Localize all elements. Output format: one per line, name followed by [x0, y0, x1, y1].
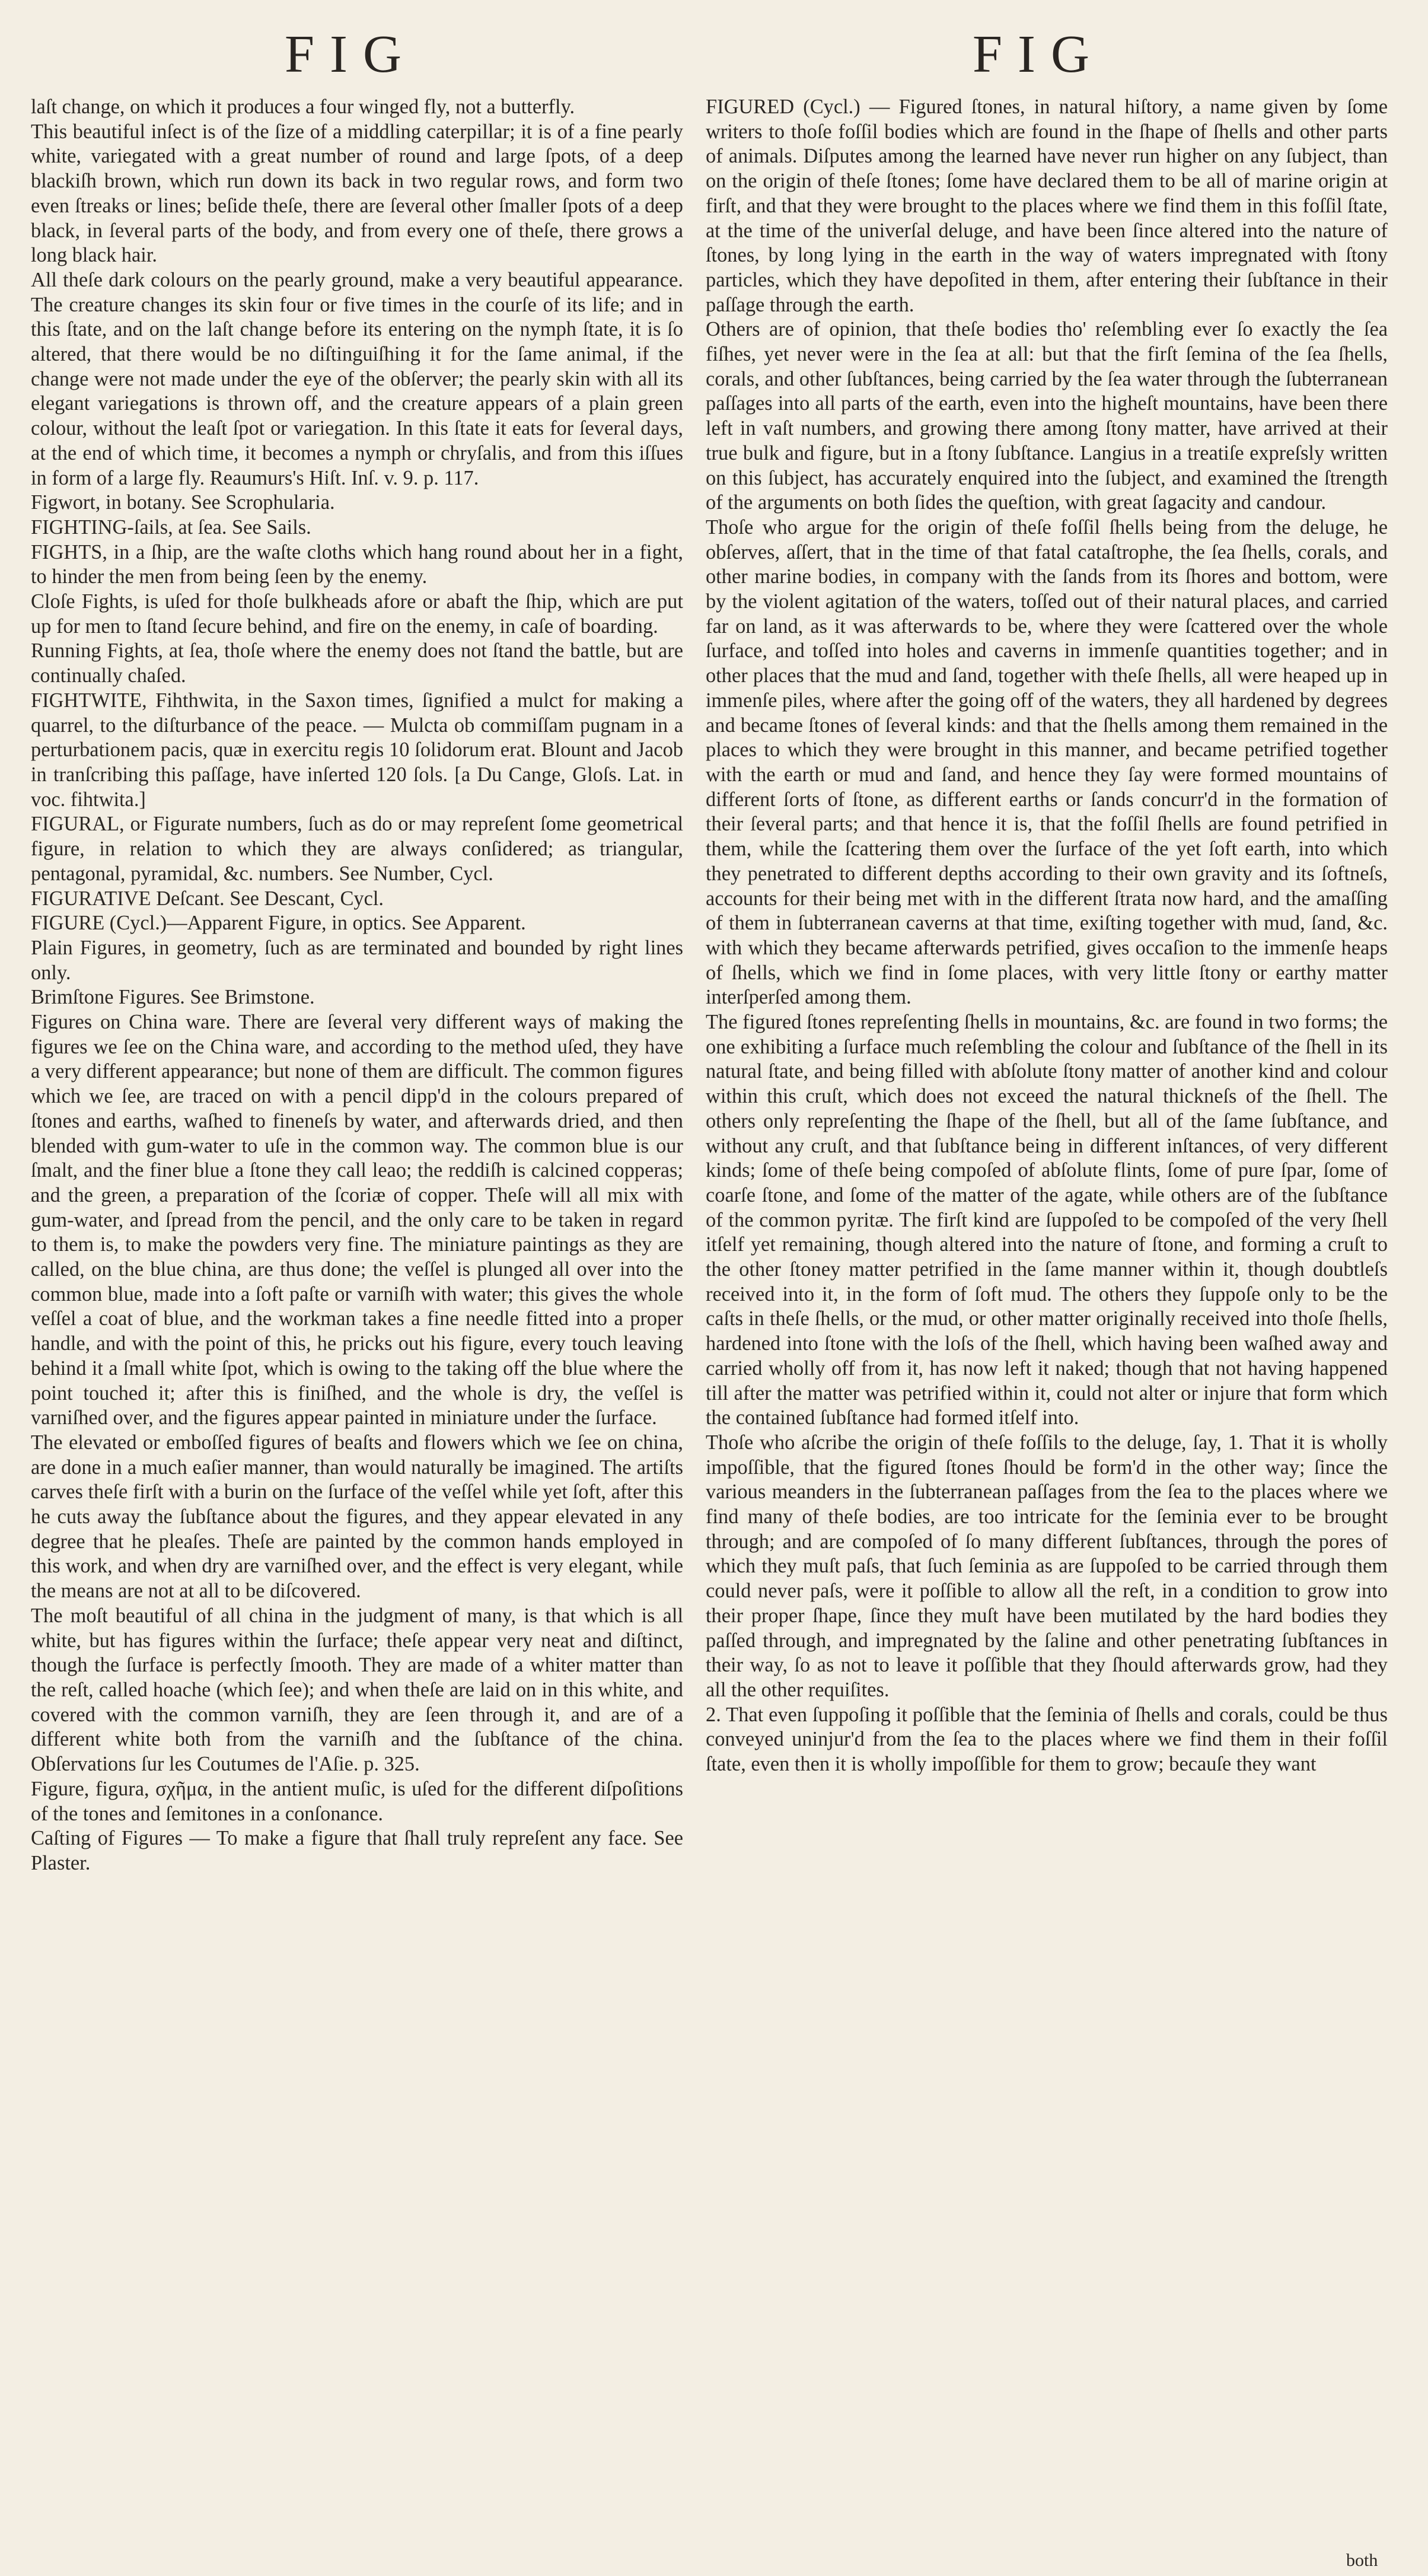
entry-brimstone-figures: Brimſtone Figures. See Brimstone.: [31, 986, 315, 1009]
catchword: both: [1346, 2550, 1378, 2570]
entry-figurative: FIGURATIVE Deſcant. See Descant, Cycl.: [31, 887, 384, 910]
left-column: [31, 95, 683, 1876]
running-head-left: FIG: [285, 25, 417, 84]
entry-figured: FIGURED (Cycl.) — Figured ſtones, in natural hiſtory, a name given by ſome writers to thoſe foſſil bodies which are found in the ſhape of ſhells and other parts of animals. Diſputes among the learned have never run higher on any ſubject, than on the origin of theſe ſtones; ſome have declared them to be all of marine origin at firſt, and that they were brought to the places where we find them in this foſſil ſtate, at the time of the univerſal deluge, and have been ſince altered into the nature of ſtones, by long lying in the earth in the way of waters impregnated with ſtony particles, which they have depoſited in them, after entering their ſubſtance in their paſſage through the earth.: [706, 95, 1388, 316]
entry-fights: FIGHTS, in a ſhip, are the waſte cloths which hang round about her in a fight, to hinder the men from being ſeen by the enemy.: [31, 540, 683, 588]
entry-casting-figures: Caſting of Figures — To make a figure that ſhall truly repreſent any face. See Plaster.: [31, 1827, 683, 1874]
paragraph: 2. That even ſuppoſing it poſſible that the ſeminia of ſhells and corals, could be thus conveyed uninjur'd from the ſea to the places where we find them in their foſſil ſtate, even then it is wholly impoſſible for them to grow; becauſe they want: [706, 1703, 1388, 1776]
entry-figures-china: Figures on China ware. There are ſeveral very different ways of making the figures we ſee on the China ware, and according to the method uſed, they have a very different appearance; but none of them are difficult. The common figures which we ſee, are traced on with a pencil dipp'd in the colours prepared of ſtones and earths, waſhed to fineneſs by water, and afterwards dried, and then blended with gum-water to uſe in the common way. The common blue is our ſmalt, and the finer blue a ſtone they call leao; the reddiſh is calcined copperas; and the green, a preparation of the ſcoriæ of copper. Theſe will all mix with gum-water, and ſpread from the pencil, and the only care to be taken in regard to them is, to make the powders very fine. The miniature paintings as they are called, on the blue china, are thus done; the veſſel is plunged all over into the common blue, made into a ſoft paſte or varniſh with water; this gives the whole veſſel a coat of blue, and the workman takes a fine needle fitted into a proper handle, and with the point of this, he pricks out his figure, every touch leaving behind it a ſmall white ſpot, which is owing to the taking off the blue where the point touched it; after this is finiſhed, and the whole is dry, the veſſel is varniſhed over, and the figures appear painted in miniature under the ſurface.: [31, 1011, 683, 1429]
right-column: [706, 95, 1388, 1777]
entry-figural: FIGURAL, or Figurate numbers, ſuch as do or may repreſent ſome geometrical figure, in relation to which they are always conſidered; as triangular, pentagonal, pyramidal, &c. numbers. See Number, Cycl.: [31, 813, 683, 885]
entry-running-fights: Running Fights, at ſea, thoſe where the enemy does not ſtand the battle, but are continually chaſed.: [31, 639, 683, 687]
paragraph: laſt change, on which it produces a four winged fly, not a butterfly.: [31, 95, 575, 118]
paragraph: This beautiful inſect is of the ſize of a middling caterpillar; it is of a fine pearly white, variegated with a great number of round and large ſpots, of a deep blackiſh brown, which run down its back in two regular rows, and form two even ſtreaks or lines; beſide theſe, there are ſeveral other ſmaller ſpots of a deep black, in ſeveral parts of the body, and from every one of theſe, there grows a long black hair.: [31, 120, 683, 267]
entry-fighting-sails: FIGHTING-ſails, at ſea. See Sails.: [31, 515, 311, 539]
entry-fightwite: FIGHTWITE, Fihthwita, in the Saxon times, ſignified a mulct for making a quarrel, to the diſturbance of the peace. — Mulcta ob commiſſam pugnam in a perturbationem pacis, quæ in exercitu regis 10 ſolidorum erat. Blount and Jacob in tranſcribing this paſſage, have inſerted 120 ſols. [a Du Cange, Gloſs. Lat. in voc. fihtwita.]: [31, 689, 683, 811]
entry-plain-figures: Plain Figures, in geometry, ſuch as are terminated and bounded by right lines only.: [31, 936, 683, 984]
paragraph: Thoſe who argue for the origin of theſe foſſil ſhells being from the deluge, he obſerves, aſſert, that in the time of that fatal cataſtrophe, the ſea ſhells, corals, and other marine bodies, in company with the ſands from its ſhores and bottom, were by the violent agitation of the waters, toſſed out of their natural places, and carried far on land, as it was afterwards to be, where they were ſcattered over the whole ſurface, and toſſed into holes and caverns in immenſe quantities together; and in other places that the mud and ſand, together with theſe ſhells, all were heaped up in immenſe piles, where after the going off of the waters, they all hardened by degrees and became ſtones of ſeveral kinds: and that the ſhells among them remained in the places to which they were brought in this manner, and became petrified together with the earth or mud and ſand, and hence they ſay were formed mountains of different ſorts of ſtone, as different earths or ſands concurr'd in the formation of their ſeveral parts; and that hence it is, that the foſſil ſhells are found petrified in them, while the ſcattering them over the ſurface of the yet ſoft earth, into which they penetrated to different depths according to their own gravity and its ſoftneſs, accounts for their being met with in the different ſtrata now hard, and the amaſſing of them in ſubterranean caverns at that time, exiſting together with mud, ſand, &c. with which they became afterwards petrified, gives occaſion to the immenſe heaps of ſhells, which we find in ſome places, with very little ſtony or earthy matter interſperſed among them.: [706, 515, 1388, 1009]
entry-figure: FIGURE (Cycl.)—Apparent Figure, in optics. See Apparent.: [31, 912, 526, 935]
entry-figwort: Figwort, in botany. See Scrophularia.: [31, 491, 335, 514]
paragraph: Others are of opinion, that theſe bodies tho' reſembling ever ſo exactly the ſea fiſhes, yet never were in the ſea at all: but that the firſt ſemina of the ſea ſhells, corals, and other ſubſtances, being carried by the ſea water through the ſubterranean paſſages into all parts of the earth, even into the higheſt mountains, have been there left in vaſt numbers, and growing there among ſtony matter, have arrived at their true bulk and figure, but in a ſtony ſubſtance. Langius in a treatiſe expreſsly written on this ſubject, has accurately enquired into the ſubject, and examined the ſtrength of the arguments on both ſides the queſtion, with great ſagacity and candour.: [706, 318, 1388, 514]
paragraph: The elevated or emboſſed figures of beaſts and flowers which we ſee on china, are done in a much eaſier manner, than would naturally be imagined. The artiſts carves theſe firſt with a burin on the ſurface of the veſſel while yet ſoft, after this he cuts away the ſubſtance about the figures, and they appear elevated in any degree that he pleaſes. Theſe are painted by the common hands employed in this work, and when dry are varniſhed over, and the effect is very elegant, while the means are not at all to be diſcovered.: [31, 1431, 683, 1603]
running-head-right: FIG: [973, 25, 1105, 84]
paragraph: The figured ſtones repreſenting ſhells in mountains, &c. are found in two forms; the one exhibiting a ſurface much reſembling the colour and ſubſtance of the ſhell in its natural ſtate, and being filled with abſolute ſtony matter of another kind and colour within this cruſt, which does not exceed the natural thickneſs of the ſhell. The others only repreſenting the ſhape of the ſhell, but all of the ſame ſubſtance, and without any cruſt, and that ſubſtance being in different inſtances, of very different kinds; ſome of theſe being compoſed of abſolute flints, ſome of pure ſpar, ſome of coarſe ſtone, and ſome of the matter of the agate, while others are of the ſubſtance of the common pyritæ. The firſt kind are ſuppoſed to be compoſed of the very ſhell itſelf yet remaining, though altered into the nature of ſtone, and forming a cruſt to the other ſtoney matter petrified in the ſame manner within it, though doubtleſs received into it, in the form of ſoft mud. The others they ſuppoſe only to be the caſts in theſe ſhells, or the mud, or other matter originally received into thoſe ſhells, hardened into ſtone with the loſs of the ſhell, which having been waſhed away and carried wholly off from it, has now left it naked; though that not having happened till after the matter was petrified within it, could not alter or injure that form which the contained ſubſtance had formed itſelf into.: [706, 1011, 1388, 1429]
paragraph: The moſt beautiful of all china in the judgment of many, is that which is all white, but has figures within the ſurface; theſe appear very neat and diſtinct, though the ſurface is perfectly ſmooth. They are made of a whiter matter than the reſt, called hoache (which ſee); and when theſe are laid on in this white, and covered with the common varniſh, they are ſeen through it, and are of a different white both from the varniſh and the ſubſtance of the china. Obſervations ſur les Coutumes de l'Aſie. p. 325.: [31, 1604, 683, 1776]
entry-figure-music: Figure, figura, σχῆμα, in the antient muſic, is uſed for the different diſpoſitions of the tones and ſemitones in a conſonance.: [31, 1777, 683, 1825]
paragraph: All theſe dark colours on the pearly ground, make a very beautiful appearance. The creature changes its skin four or five times in the courſe of its life; and in this ſtate, and on the laſt change before its entering on the nymph ſtate, it is ſo altered, that there would be no diſtinguiſhing it for the ſame animal, if the change were not made under the eye of the obſerver; the pearly skin with all its elegant variegations is thrown off, and the creature appears of a plain green colour, without the leaſt ſpot or variegation. In this ſtate it eats for ſeveral days, at the end of which time, it becomes a nymph or chryſalis, and from this iſſues in form of a large fly. Reaumurs's Hiſt. Inſ. v. 9. p. 117.: [31, 268, 683, 489]
entry-close-fights: Cloſe Fights, is uſed for thoſe bulkheads afore or abaft the ſhip, which are put up for men to ſtand ſecure behind, and fire on the enemy, in caſe of boarding.: [31, 590, 683, 638]
paragraph: Thoſe who aſcribe the origin of theſe foſſils to the deluge, ſay, 1. That it is wholly impoſſible, that the figured ſtones ſhould be form'd in the other way; ſince the various meanders in the ſubterranean paſſages from the ſea to the places where we find many of theſe bodies, are too intricate for the ſeminia ever to be brought through; and are compoſed of ſo many different ſubſtances, through the pores of which they muſt paſs, that ſuch ſeminia as are ſuppoſed to be carried through them could never paſs, were it poſſible to allow all the reſt, in a condition to grow into their proper ſhape, ſince they muſt have been mutilated by the hard bodies they paſſed through, and impregnated by the ſaline and other penetrating ſubſtances in their way, ſo as not to leave it poſſible that they ſhould afterwards grow, had they all the other requiſites.: [706, 1431, 1388, 1701]
